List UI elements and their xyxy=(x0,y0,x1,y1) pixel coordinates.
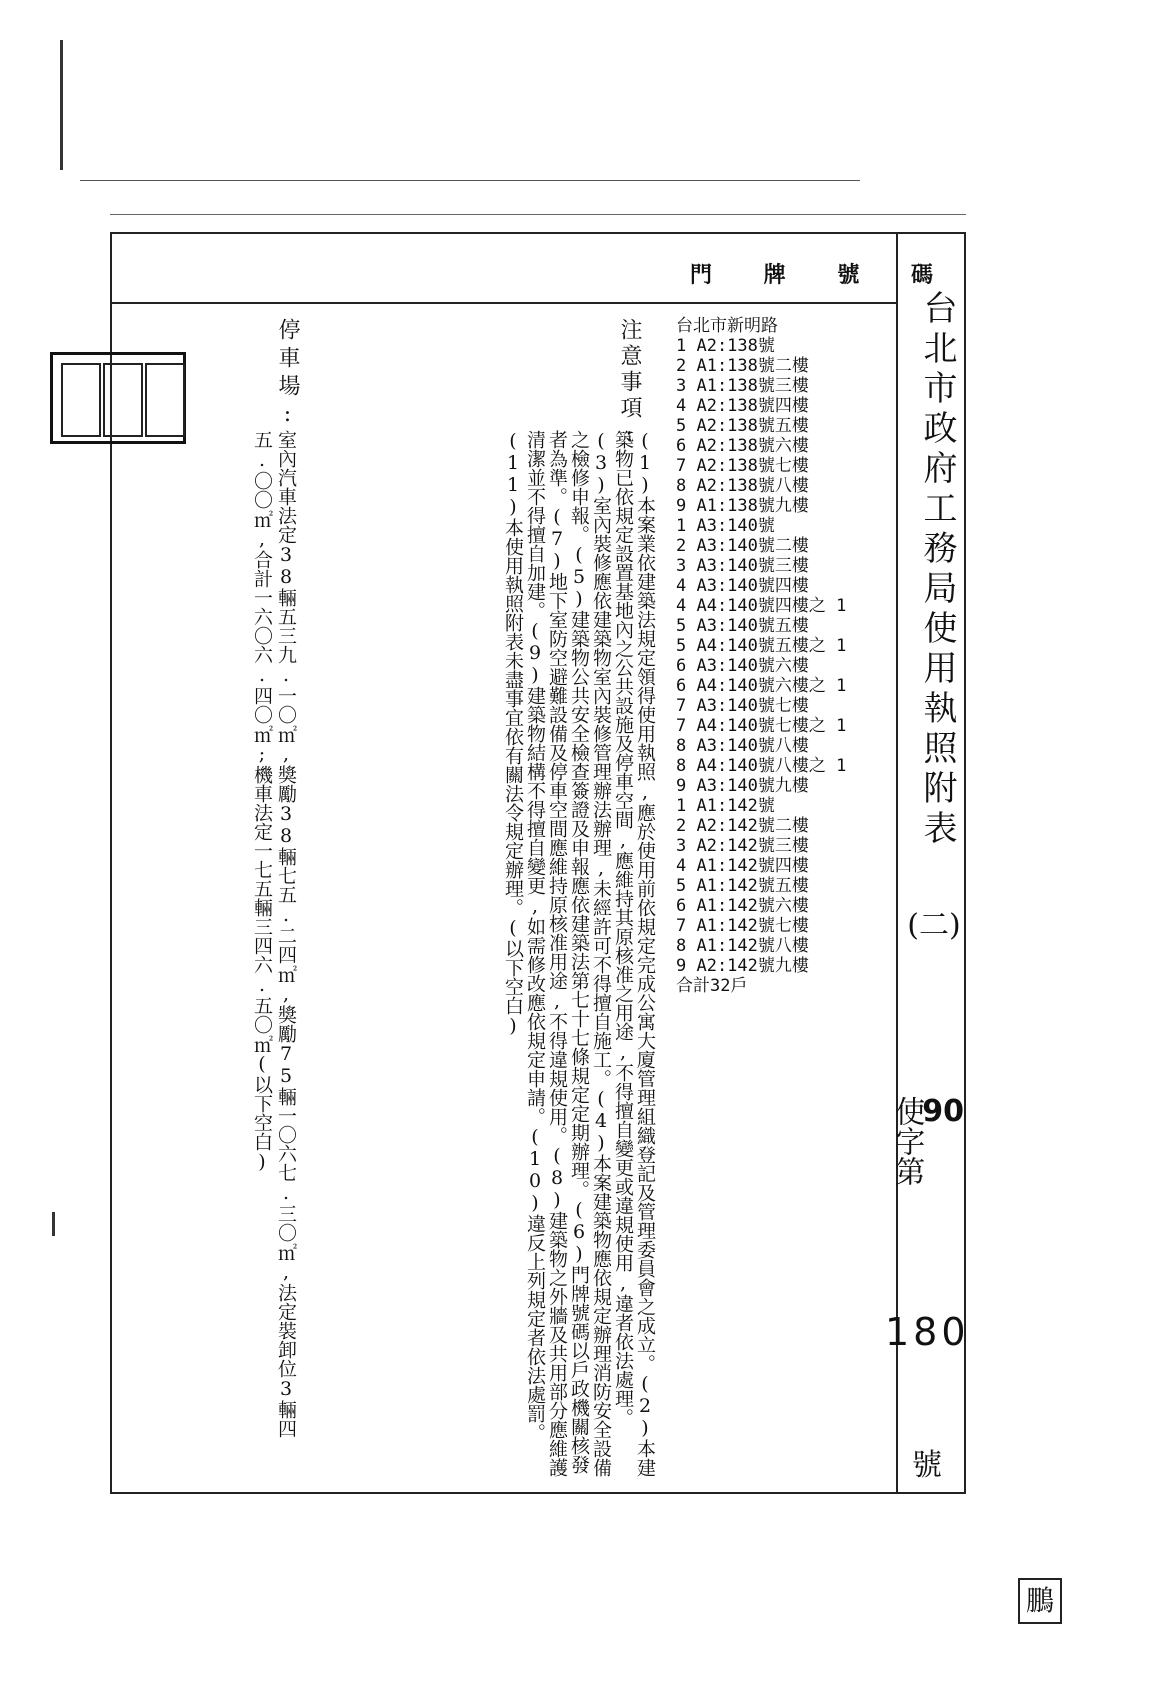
address-item: 7 A4:140號七樓之 1 xyxy=(676,716,847,736)
address-item: 4 A1:142號四樓 xyxy=(676,856,809,876)
address-item: 6 A4:140號六樓之 1 xyxy=(676,676,847,696)
address-item: 4 A2:138號四樓 xyxy=(676,396,809,416)
title-column-divider xyxy=(896,232,898,1494)
notice-label: 注意事項: xyxy=(617,318,642,451)
parking-label: 停車場: xyxy=(275,318,300,433)
doorplate-header: 門 牌 號 碼 xyxy=(690,262,955,288)
address-item: 5 A4:140號五樓之 1 xyxy=(676,636,847,656)
document-year: 90 xyxy=(922,1094,964,1129)
address-item: 6 A1:142號六樓 xyxy=(676,896,809,916)
address-item: 9 A2:142號九樓 xyxy=(676,956,809,976)
parking-body: 室內汽車法定38輛五三九.一〇㎡,獎勵38輛七五.二四㎡,獎勵75輛一〇六七.三〇㎡,法定裝卸位3輛四五.〇〇㎡,合計一六〇六.四〇㎡;機車法定一七五輛三四六.五〇㎡(以下空白) xyxy=(251,430,297,1438)
address-item: 4 A4:140號四樓之 1 xyxy=(676,596,847,616)
address-item: 6 A2:138號六樓 xyxy=(676,436,809,456)
address-item: 7 A1:142號七樓 xyxy=(676,916,809,936)
scan-top-line xyxy=(80,180,860,181)
address-item: 8 A1:142號八樓 xyxy=(676,936,809,956)
address-street: 台北市新明路 xyxy=(676,316,778,336)
document-type: 使字第 xyxy=(889,1096,925,1186)
address-item: 1 A3:140號 xyxy=(676,516,775,536)
document-serial: 180 xyxy=(885,1310,970,1354)
address-item: 7 A2:138號七樓 xyxy=(676,456,809,476)
address-total: 合計32戶 xyxy=(676,976,748,996)
address-item: 1 A2:138號 xyxy=(676,336,775,356)
scan-edge-mark xyxy=(52,1212,55,1236)
address-item: 8 A2:138號八樓 xyxy=(676,476,809,496)
official-seal xyxy=(50,352,186,444)
scan-margin-line xyxy=(60,40,63,170)
address-item: 5 A3:140號五樓 xyxy=(676,616,809,636)
address-list xyxy=(676,316,894,996)
document-title-suffix: (二) xyxy=(907,908,961,943)
address-item: 5 A2:138號五樓 xyxy=(676,416,809,436)
document-number xyxy=(889,1094,964,1296)
document-title: 台北市政府工務局使用執照附表 xyxy=(917,290,957,850)
address-item: 8 A3:140號八樓 xyxy=(676,736,809,756)
address-item: 6 A3:140號六樓 xyxy=(676,656,809,676)
corner-stamp: 鵬 xyxy=(1018,1578,1062,1624)
header-divider xyxy=(110,302,898,304)
address-item: 3 A1:138號三樓 xyxy=(676,376,809,396)
address-item: 5 A1:142號五樓 xyxy=(676,876,809,896)
scan-header-line xyxy=(110,214,966,215)
address-item: 9 A1:138號九樓 xyxy=(676,496,809,516)
address-item: 3 A2:142號三樓 xyxy=(676,836,809,856)
address-item: 2 A2:142號二樓 xyxy=(676,816,809,836)
address-item: 7 A3:140號七樓 xyxy=(676,696,809,716)
address-item: 8 A4:140號八樓之 1 xyxy=(676,756,847,776)
address-item: 2 A1:138號二樓 xyxy=(676,356,809,376)
address-item: 3 A3:140號三樓 xyxy=(676,556,809,576)
address-item: 4 A3:140號四樓 xyxy=(676,576,809,596)
address-item: 9 A3:140號九樓 xyxy=(676,776,809,796)
document-number-suffix: 號 xyxy=(912,1448,942,1483)
address-item: 2 A3:140號二樓 xyxy=(676,536,809,556)
address-item: 1 A1:142號 xyxy=(676,796,775,816)
notice-body: (1)本案業依建築法規定領得使用執照,應於使用前依規定完成公寓大廈管理組織登記及管理委員會之成立。(2)本建築物已依規定設置基地內之公共設施及停車空間,應維持其原核准之用途,不得擅自變更或違規使用,違者依法處理。(3)室內裝修應依建築物室內裝修管理辦法辦理,未經許可不得擅自施工。(4)本案建築物應依規定辦理消防安全設備之檢修申報。(5)建築物公共安全檢查簽證及申報應依建築法第七十七條規定定期辦理。(6)門牌號碼以戶政機關核發者為準。(7)地下室防空避難設備及停車空間應維持原核准用途,不得違規使用。(8)建築物之外牆及共用部分應維護清潔並不得擅自加建。(9)建築物結構不得擅自變更,如需修改應依規定申請。(10)違反上列規定者依法處罰。(11)本使用執照附表未盡事宜依有關法令規定辦理。(以下空白) xyxy=(502,430,656,1477)
